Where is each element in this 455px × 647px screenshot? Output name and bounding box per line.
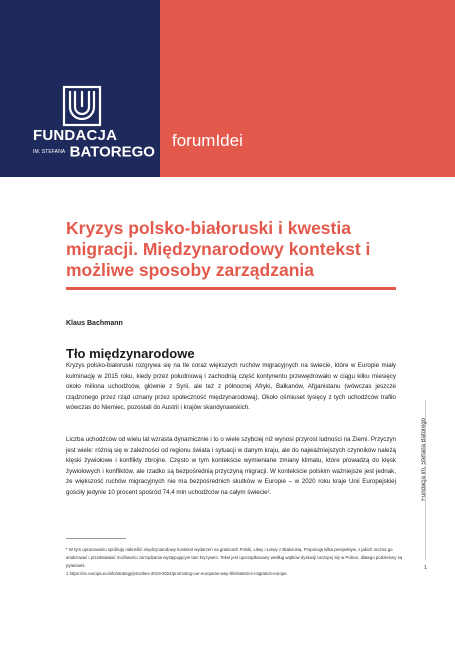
logo-name-line1: FUNDACJA xyxy=(33,127,118,144)
footnote-2: 1 https://ec.europa.eu/info/strategy/priorities-2019-2024/promoting-our-european-way-life/statistics-migration-europe. xyxy=(66,571,288,576)
side-label: Fundacja im. Stefana Batorego xyxy=(421,418,427,501)
logo-prefix: IM. STEFANA xyxy=(33,148,66,155)
foundation-logo-icon xyxy=(62,85,102,127)
author-name: Klaus Bachmann xyxy=(66,320,123,327)
series-name: forumIdei xyxy=(172,131,243,150)
document-title: Kryzys polsko-białoruski i kwestia migracji. Międzynarodowy kontekst i możliwe sposoby zarządzania xyxy=(66,218,371,280)
logo-name-line2: BATOREGO xyxy=(69,143,155,161)
body-paragraph-2: Liczba uchodźców od wielu lat wzrasta dynamicznie i to o wiele szybciej niż wynosi przyrost ludności na Ziemi. Przyczyn jest wiele: różnią się w zależności od regionu świata i sytuacji w danym kraju, ale do najważniejszych czynników należą klęski żywiołowe i konflikty zbrojne. Często w tym kontekście wymieniane zmiany klimatu, które prowadzą do klęsk żywiołowych i konfliktów, ale rzadko są bezpośrednią przyczyną migracji. W kontekście polskim ważniejsze jest jednak, że większość ruchów migracyjnych nie ma bezpośrednich skutków w Europie – w 2020 roku kraje Unii Europejskiej gościły jedynie 10 procent spośród 74,4 mln uchodźców na całym świecie¹. xyxy=(66,436,396,496)
footnote-divider xyxy=(66,538,126,539)
section-heading: Tło międzynarodowe xyxy=(66,346,195,361)
footnote-1: * W tym opracowaniu spróbuję nakreślić międzynarodowy kontekst wydarzeń na granicach Polski, Litwy i Łotwy z Białorusią. Proponuję kilka perspektyw, z jakich można go analizować i przedstawiać możliwości zarządzania występującym tam kryzysem. Tekst jest uporządkowany według wątków dyskusji toczącej się w Polsce, dlatego podzielony są pytaniami. xyxy=(66,547,403,568)
logo-name-line2-row xyxy=(33,143,153,161)
page-header xyxy=(0,0,455,177)
title-underline xyxy=(66,287,396,290)
body-paragraph-1: Kryzys polsko-białoruski rozgrywa się na tle coraz większych ruchów migracyjnych na świecie, które w Europie miały kulminację w 2015 roku, kiedy przez południową i zachodnią część kontynentu przewędrowało w ciągu kilku miesięcy około miliona uchodźców, głównie z Syrii, ale też z północnej Afryki, Bałkanów, Afganistanu (wówczas jeszcze rządzonego przez rząd uznany przez społeczność międzynarodową). Około ośmiuset tysięcy z tych uchodźców trafiło wówczas do Niemiec, pozostali do Austrii i krajów skandynawskich. xyxy=(66,362,396,411)
page-number: 1 xyxy=(424,565,428,571)
